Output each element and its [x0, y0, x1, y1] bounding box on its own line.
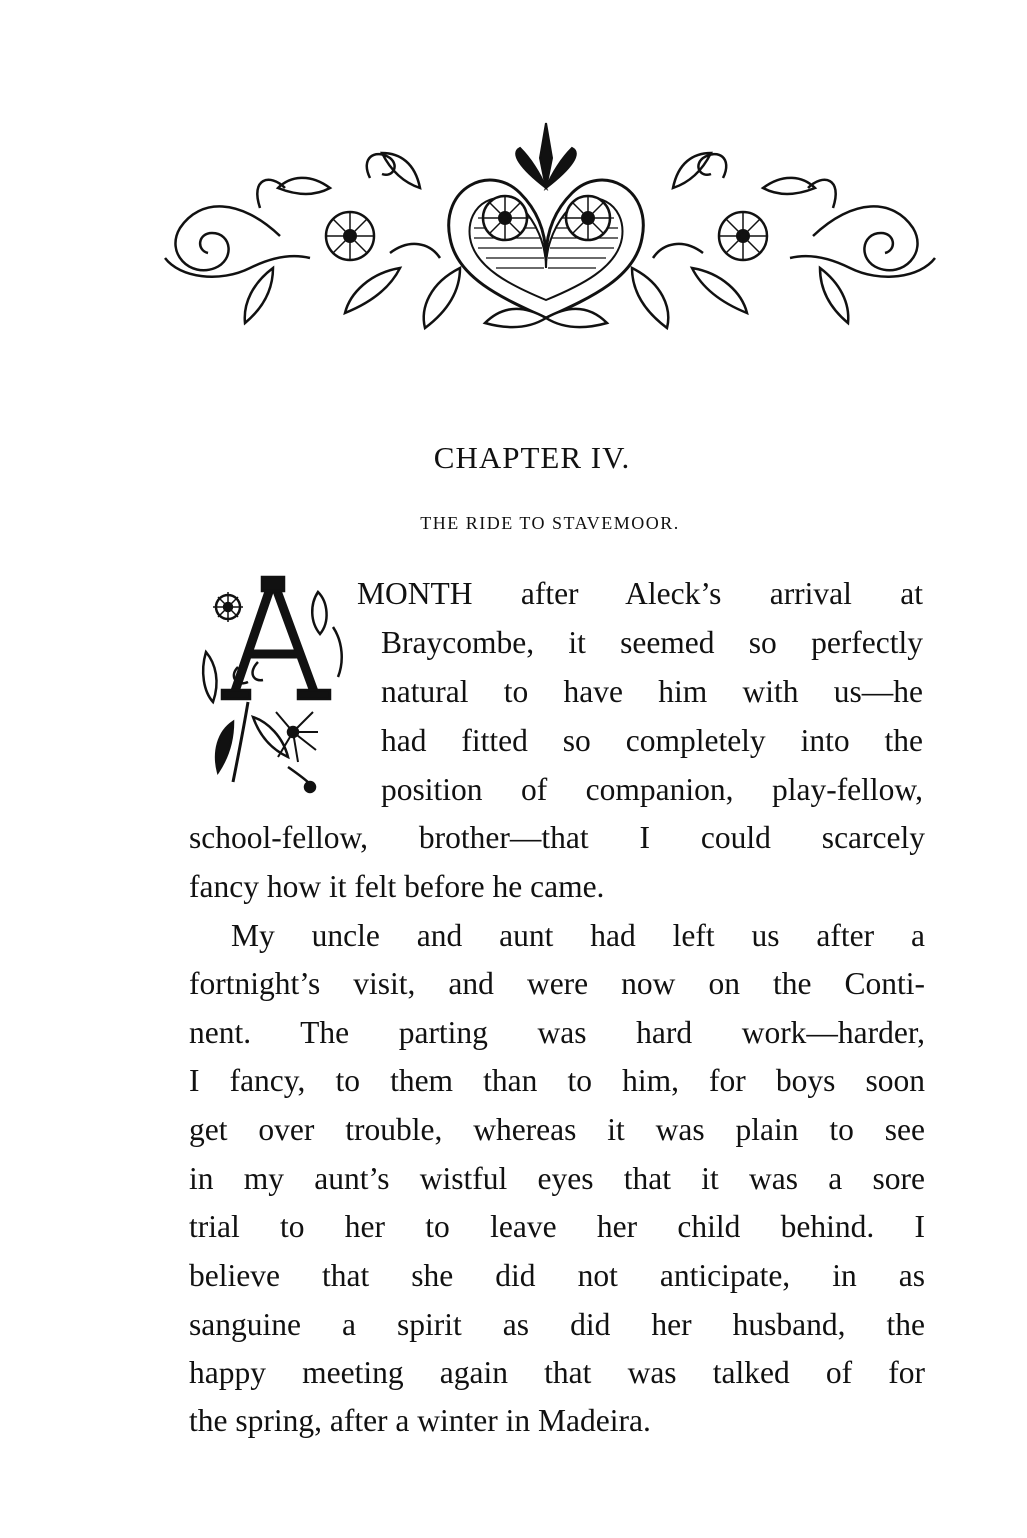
text-line: had fitted so completely into the	[381, 723, 923, 758]
text-line: MONTH after Aleck’s arrival at	[357, 576, 923, 611]
floral-headpiece-ornament	[160, 118, 940, 333]
text-line: the spring, after a winter in Madeira.	[189, 1403, 651, 1438]
text-line: sanguine a spirit as did her husband, the	[189, 1307, 925, 1342]
text-line: fancy how it felt before he came.	[189, 869, 605, 904]
text-line: happy meeting again that was talked of for	[189, 1355, 925, 1390]
chapter-title: CHAPTER IV.	[433, 440, 631, 475]
chapter-subtitle: THE RIDE TO STAVEMOOR.	[420, 513, 680, 533]
text-line: natural to have him with us—he	[381, 674, 923, 709]
text-line: My uncle and aunt had left us after a	[231, 918, 925, 953]
text-line: nent. The parting was hard work—harder,	[189, 1015, 925, 1050]
text-line: get over trouble, whereas it was plain to see	[189, 1112, 925, 1147]
text-line: believe that she did not anticipate, in as	[189, 1258, 925, 1293]
text-line: I fancy, to them than to him, for boys soon	[189, 1063, 925, 1098]
text-line: trial to her to leave her child behind. I	[189, 1209, 925, 1244]
text-line: Braycombe, it seemed so perfectly	[381, 625, 923, 660]
drop-cap-ornament	[198, 572, 348, 794]
text-line: school-fellow, brother—that I could scarcely	[189, 820, 925, 855]
text-line: in my aunt’s wistful eyes that it was a sore	[189, 1161, 925, 1196]
text-line: position of companion, play-fellow,	[381, 772, 923, 807]
text-line: fortnight’s visit, and were now on the Conti-	[189, 966, 925, 1001]
